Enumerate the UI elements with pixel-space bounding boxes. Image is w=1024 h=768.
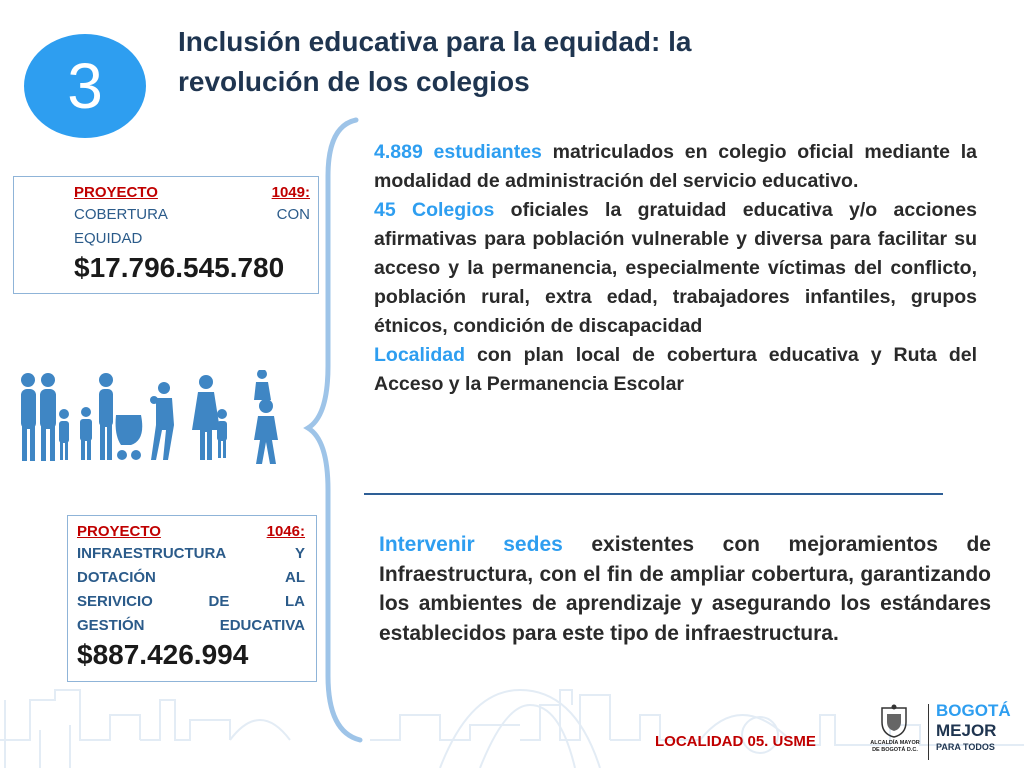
project-1049-name: [74, 203, 310, 251]
project-1046-name: [77, 542, 305, 638]
footer-logos: [870, 700, 1020, 764]
project-1049-label: [74, 183, 310, 203]
project-label-number: 1049:: [271, 184, 310, 201]
project-label-number: 1046:: [266, 523, 305, 540]
project-name-word: DE: [208, 593, 230, 610]
alcaldia-line: DE BOGOTÁ D.C.: [872, 747, 918, 753]
coverage-results-text: [374, 138, 977, 399]
project-1046-label: [77, 522, 305, 542]
body-text: oficiales la gratuidad educativa y/o acciones afirmativas para población vulnerable y diversa para facilitar su acceso y la permanencia, especialmente víctimas del conflicto, población rural, extra edad, trabajadores infantiles, grupos étnicos, condición de discapacidad: [374, 199, 977, 337]
project-name-word: CON: [276, 206, 310, 223]
project-name-word: COBERTURA: [74, 206, 168, 223]
body-text: con plan local de cobertura educativa y Ruta del Acceso y la Permanencia Escolar: [374, 344, 977, 395]
highlight-text: Intervenir sedes: [379, 533, 563, 556]
brand-bogota: BOGOTÁ: [936, 701, 1011, 720]
highlight-text: Localidad: [374, 344, 466, 366]
project-name-word: LA: [284, 593, 305, 610]
paragraph-students: [374, 138, 977, 196]
section-divider: [364, 493, 943, 495]
project-name-word: AL: [285, 569, 305, 586]
section-number-badge: [24, 34, 146, 138]
page-title-line1: Inclusión educativa para la equidad: la: [178, 26, 692, 57]
family-icon: [16, 370, 286, 466]
project-1049-amount: $17.796.545.780: [74, 252, 285, 283]
paragraph-schools: [374, 196, 977, 341]
coat-of-arms-icon: [878, 704, 910, 738]
project-name-word: SERIVICIO: [77, 593, 153, 610]
project-name-word: INFRAESTRUCTURA: [77, 545, 227, 562]
logo-separator: [928, 704, 929, 760]
brand-mejor: MEJOR: [936, 721, 997, 740]
project-1046-amount: $887.426.994: [77, 639, 249, 670]
alcaldia-line: ALCALDÍA MAYOR: [870, 740, 920, 746]
project-1046-box: [67, 515, 317, 682]
project-name-word: GESTIÓN: [77, 617, 145, 634]
highlight-text: 4.889 estudiantes: [374, 141, 542, 163]
highlight-text: 45 Colegios: [374, 199, 495, 221]
localidad-label: LOCALIDAD 05. USME: [655, 733, 816, 750]
page-title: [178, 22, 878, 102]
project-label-word: PROYECTO: [74, 184, 158, 201]
brand-para-todos: PARA TODOS: [936, 742, 995, 752]
project-name-word: EDUCATIVA: [219, 617, 305, 634]
brace-icon: [298, 116, 368, 744]
section-number: 3: [67, 50, 103, 122]
project-1049-box: [13, 176, 319, 294]
project-label-word: PROYECTO: [77, 523, 161, 540]
project-name-word: DOTACIÓN: [77, 569, 156, 586]
body-text: existentes con mejoramientos de Infraestructura, con el fin de ampliar cobertura, garantizando los ambientes de aprendizaje y asegurando los estándares establecidos para este tipo de infraestructura.: [379, 533, 991, 645]
infrastructure-text: [379, 530, 991, 648]
body-text: matriculados en colegio oficial mediante la modalidad de administración del servicio educativo.: [374, 141, 977, 192]
page-title-line2: revolución de los colegios: [178, 66, 530, 97]
alcaldia-name: [870, 740, 920, 754]
project-name-word: Y: [294, 545, 305, 562]
paragraph-locality: [374, 341, 977, 399]
project-name-word: EQUIDAD: [74, 230, 143, 247]
